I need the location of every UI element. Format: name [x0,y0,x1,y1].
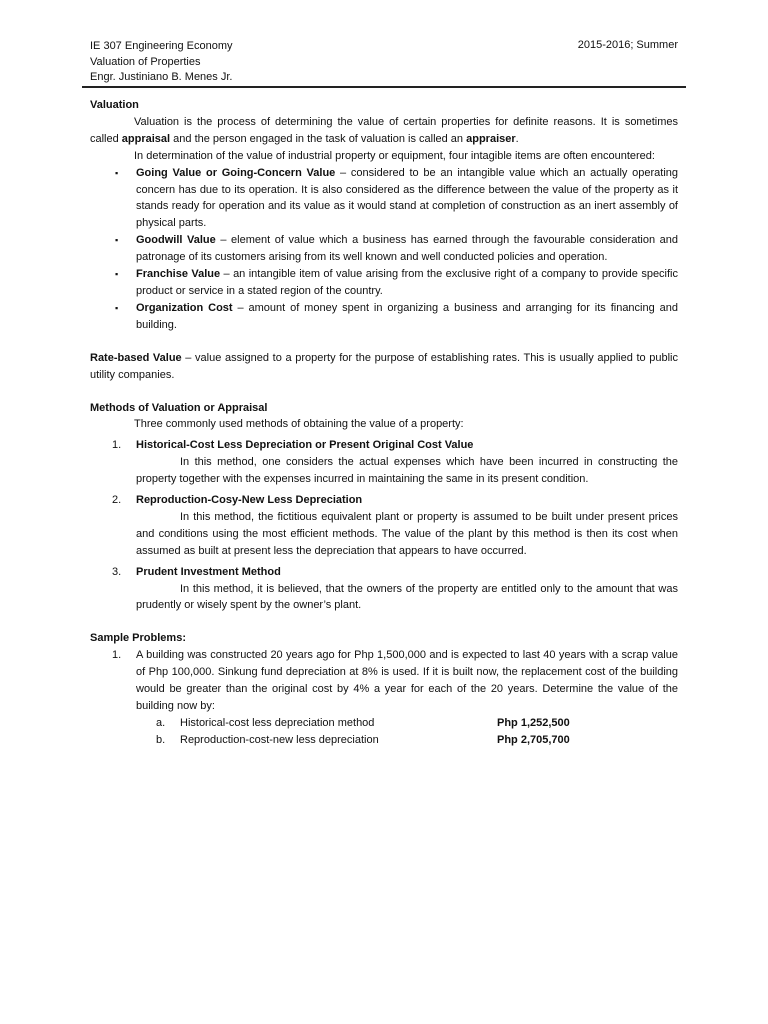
method-item: 3. Prudent Investment Method In this method, it is believed, that the owners of the property are entitled only to the amount that was prudently or wisely spent by the owner’s plant. [90,564,678,615]
term-label: 2015-2016; Summer [577,39,678,51]
part-label: Reproduction-cost-new less depreciation [180,733,379,746]
appraisal-term: appraisal [121,132,171,145]
course-title: IE 307 Engineering Economy [90,40,233,52]
sample-problems-heading: Sample Problems: [90,632,186,645]
document-body [90,97,678,749]
list-item: ▪ Going Value or Going-Concern Value – considered to be an intangible value which an actually operating concern has due to its operation. It is also considered as the difference between the value of the property as it stands ready for operation and its value as it would stand at completion of construction as an inert assembly of physical parts. [90,165,678,233]
part-answer: Php 1,252,500 [497,716,570,729]
valuation-paragraph-1: Valuation is the process of determining the value of certain properties for definite reasons. It is sometimes called appraisal and the person engaged in the task of valuation is called an appraiser. [90,115,678,145]
method-item: 2. Reproduction-Cosy-New Less Depreciation In this method, the fictitious equivalent plant or property is assumed to be built under present prices and conditions using the most efficient methods. The value of the plant by this method is then its cost when assumed as built at present less the depreciation that appears to have occurred. [90,492,678,560]
header-divider [82,86,686,88]
document-header [90,39,232,86]
valuation-paragraph-2: In determination of the value of industrial property or equipment, four intagible items are often encountered: [134,149,655,162]
part-label: Historical-cost less depreciation method [180,716,375,729]
intangible-items-list [90,165,678,334]
method-item: 1. Historical-Cost Less Depreciation or Present Original Cost Value In this method, one considers the actual expenses which have been incurred in constructing the property together with the expenses incurred in maintaining the same in its present condition. [90,437,678,488]
method-title: Prudent Investment Method [136,565,281,578]
method-description: In this method, the fictitious equivalent plant or property is assumed to be built under present prices and conditions using the most efficient methods. The value of the plant by this method is then its cost when assumed as built at present less the depreciation that appears to have occurred. [136,510,678,557]
methods-heading: Methods of Valuation or Appraisal [90,401,268,414]
list-item: ▪ Goodwill Value – element of value which a business has earned through the favourable consideration and patronage of its customers arising from its well known and well conducted policies and operation. [90,232,678,266]
topic-title: Valuation of Properties [90,55,201,68]
problem-part: b. Reproduction-cost-new less depreciation Php 2,705,700 [90,732,678,749]
method-description: In this method, one considers the actual expenses which have been incurred in constructing the property together with the expenses incurred in maintaining the same in its present condition. [136,456,678,486]
appraiser-term: appraiser [466,132,516,145]
problem-part: a. Historical-cost less depreciation method Php 1,252,500 [90,715,678,732]
part-answer: Php 2,705,700 [497,733,570,746]
method-title: Historical-Cost Less Depreciation or Present Original Cost Value [136,439,474,452]
list-item: ▪ Organization Cost – amount of money spent in organizing a business and arranging for its financing and building. [90,300,678,334]
rate-based-paragraph: Rate-based Value – value assigned to a property for the purpose of establishing rates. This is usually applied to public utility companies. [90,351,678,381]
methods-intro: Three commonly used methods of obtaining the value of a property: [134,418,464,431]
method-description: In this method, it is believed, that the owners of the property are entitled only to the amount that was prudently or wisely spent by the owner’s plant. [136,582,678,612]
method-title: Reproduction-Cosy-New Less Depreciation [136,494,363,507]
valuation-heading: Valuation [90,99,139,111]
sample-problem: 1. A building was constructed 20 years ago for Php 1,500,000 and is expected to last 40 years with a scrap value of Php 100,000. Sinkung fund depreciation at 8% is used. If it is built now, the replacement cost of the building would be greater than the original cost by 4% a year for each of the 20 years. Determine the value of the building now by: [90,647,678,715]
list-item: ▪ Franchise Value – an intangible item of value arising from the exclusive right of a company to provide specific product or service in a stated region of the country. [90,266,678,300]
problem-statement: A building was constructed 20 years ago for Php 1,500,000 and is expected to last 40 years with a scrap value of Php 100,000. Sinkung fund depreciation at 8% is used. If it is built now, the replacement cost of the building would be greater than the original cost by 4% a year for each of the 20 years. Determine the value of the building now by: [136,649,678,712]
instructor-name: Engr. Justiniano B. Menes Jr. [90,71,233,83]
